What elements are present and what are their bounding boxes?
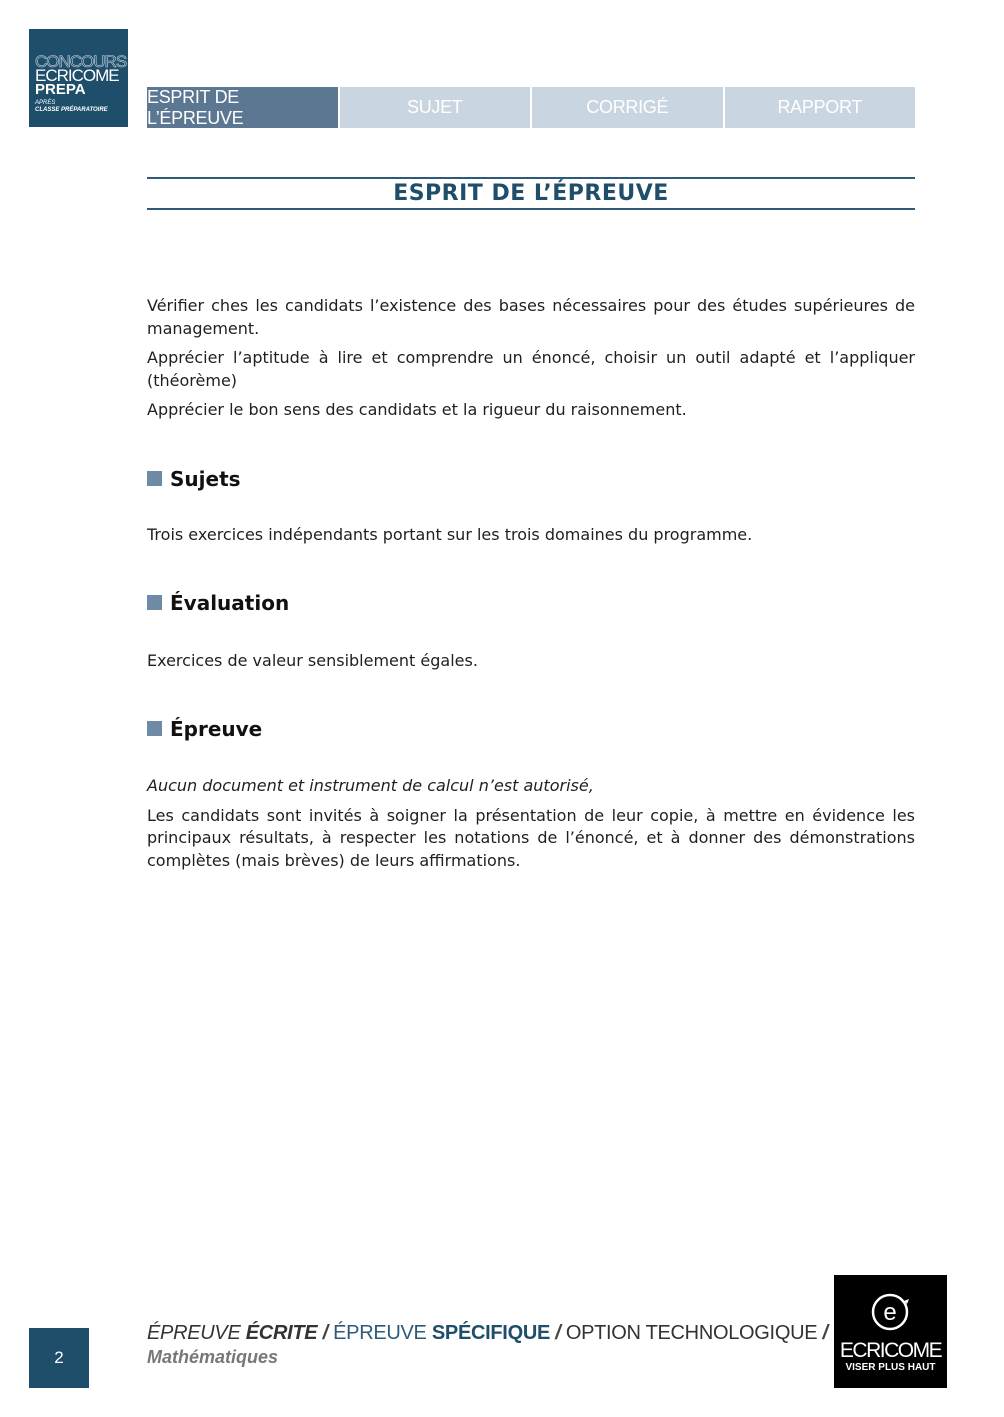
section-heading-epreuve [147,718,915,741]
section-text: Les candidats sont invités à soigner la présentation de leur copie, à mettre en évidence les principaux résultats, à respecter les notations de l’énoncé, et à donner des démonstrations complètes (mais brèves) de leurs affirmations. [147,805,915,870]
section-tabs [147,87,915,128]
section-title: Sujets [170,466,241,491]
page-title-block [147,177,915,210]
tab-rapport[interactable]: RAPPORT [725,87,916,128]
ecricome-brand: ECRICOME [839,1339,942,1362]
footer-word: SPÉCIFIQUE [431,1322,551,1344]
logo-line-classe: CLASSE PRÉPARATOIRE [35,107,108,113]
square-bullet-icon [147,471,162,486]
logo-line-ecricome: ECRICOME [35,66,119,85]
footer-separator: / [822,1322,828,1344]
main-content [147,295,915,872]
footer [147,1322,828,1368]
intro-paragraph: Vérifier ches les candidats l’existence des bases nécessaires pour des études supérieures de management. [147,296,915,338]
footer-word: ÉCRITE [245,1322,318,1344]
square-bullet-icon [147,721,162,736]
ecricome-logo [834,1275,947,1388]
page-title: ESPRIT DE L’ÉPREUVE [393,181,669,206]
intro-paragraph: Apprécier l’aptitude à lire et comprendre un énoncé, choisir un outil adapté et l’appliquer (théorème) [147,348,915,390]
ecricome-e-icon [834,1275,947,1333]
page-number: 2 [29,1328,89,1388]
concours-prepa-logo [29,29,128,127]
footer-subject: Mathématiques [147,1347,279,1367]
tab-corrige[interactable]: CORRIGÉ [532,87,723,128]
tab-esprit[interactable]: ESPRIT DE L’ÉPREUVE [147,87,338,128]
section-heading-evaluation [147,592,915,615]
logo-line-prepa: PREPA [35,81,86,98]
footer-exam-path [147,1322,828,1345]
section-heading-sujets [147,468,915,491]
section-text: Exercices de valeur sensiblement égales. [147,651,478,670]
section-italic-note: Aucun document et instrument de calcul n’est autorisé, [147,776,594,795]
footer-word: ÉPREUVE [147,1322,241,1344]
footer-separator: / [555,1322,561,1344]
svg-text:e: e [883,1299,897,1326]
logo-line-concours: CONCOURS [35,52,127,71]
square-bullet-icon [147,595,162,610]
section-title: Épreuve [170,716,263,741]
intro-paragraph: Apprécier le bon sens des candidats et la rigueur du raisonnement. [147,400,687,419]
footer-word: OPTION TECHNOLOGIQUE [565,1322,818,1344]
section-title: Évaluation [170,590,290,615]
footer-word: ÉPREUVE [333,1322,427,1344]
ecricome-tagline: VISER PLUS HAUT [845,1362,936,1373]
tab-sujet[interactable]: SUJET [340,87,531,128]
logo-line-apres: APRÈS [35,100,56,106]
footer-separator: / [322,1322,328,1344]
section-text: Trois exercices indépendants portant sur les trois domaines du programme. [147,525,753,544]
